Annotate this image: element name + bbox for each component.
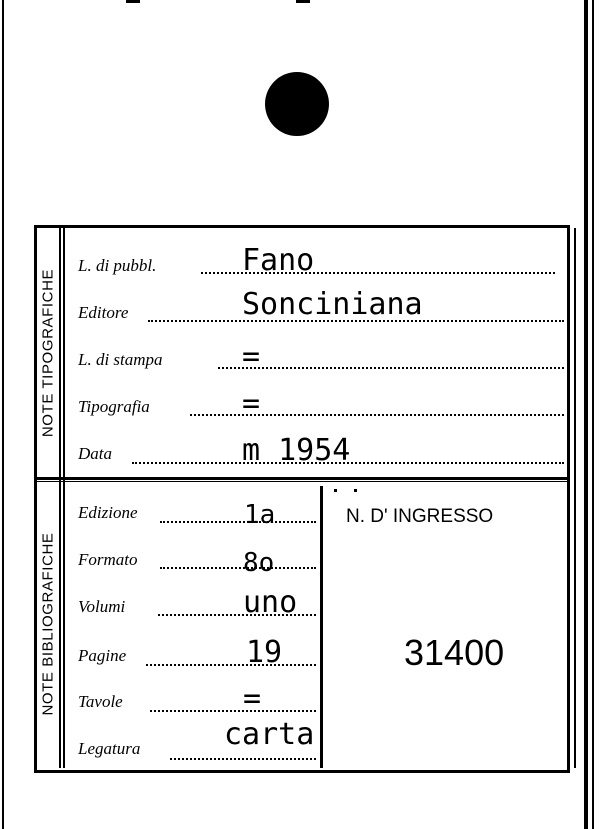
field-label-pagine: Pagine: [78, 646, 127, 665]
field-value-pagine: 19: [246, 635, 283, 670]
card-left-edge: [2, 0, 4, 829]
field-value-legatura: carta: [224, 717, 315, 752]
section-divider: [37, 477, 570, 480]
field-value-luogo-pubblicazione: Fano: [242, 243, 315, 278]
section-divider: [37, 481, 570, 482]
ingresso-divider: [320, 486, 323, 768]
ingresso-number: 31400: [404, 632, 505, 673]
field-label-editore: Editore: [78, 303, 129, 322]
field-value-edizione: 1a: [244, 500, 276, 530]
section-label-tipografiche: NOTE TIPOGRAFICHE: [39, 268, 57, 438]
field-value-formato: 8o: [243, 548, 275, 578]
ink-speck: [354, 489, 357, 492]
field-label-tipografia: Tipografia: [78, 397, 150, 416]
label-column-divider: [63, 228, 65, 768]
field-value-volumi: uno: [243, 585, 298, 620]
field-label-tavole: Tavole: [78, 692, 123, 711]
field-label-data: Data: [78, 444, 112, 463]
card-right-edge: [584, 0, 588, 829]
ink-speck: [334, 489, 337, 492]
field-line: [146, 664, 316, 666]
field-label-luogo-pubblicazione: L. di pubbl.: [78, 256, 157, 275]
section-label-bibliografiche: NOTE BIBLIOGRAFICHE: [39, 532, 57, 716]
field-value-data: m 1954: [242, 433, 351, 468]
field-label-luogo-stampa: L. di stampa: [78, 350, 163, 369]
card-right-edge-outer: [592, 0, 594, 829]
field-value-tipografia: =: [242, 386, 261, 421]
card-frame-inner-right: [574, 228, 576, 768]
label-column-divider: [59, 228, 61, 768]
field-line: [160, 567, 316, 569]
field-label-edizione: Edizione: [78, 503, 138, 522]
field-line: [170, 758, 316, 760]
field-value-editore: Sonciniana: [242, 287, 423, 322]
field-line: [160, 521, 316, 523]
ingresso-label: N. D' INGRESSO: [346, 506, 494, 527]
top-edge-mark: [126, 0, 140, 3]
top-edge-mark: [296, 0, 310, 3]
punch-hole: [265, 72, 329, 136]
field-label-formato: Formato: [78, 550, 138, 569]
field-line: [218, 367, 564, 369]
field-value-luogo-stampa: =: [242, 339, 261, 374]
field-line: [150, 710, 316, 712]
field-label-legatura: Legatura: [78, 739, 141, 758]
field-label-volumi: Volumi: [78, 597, 126, 616]
field-value-tavole: =: [243, 681, 262, 716]
